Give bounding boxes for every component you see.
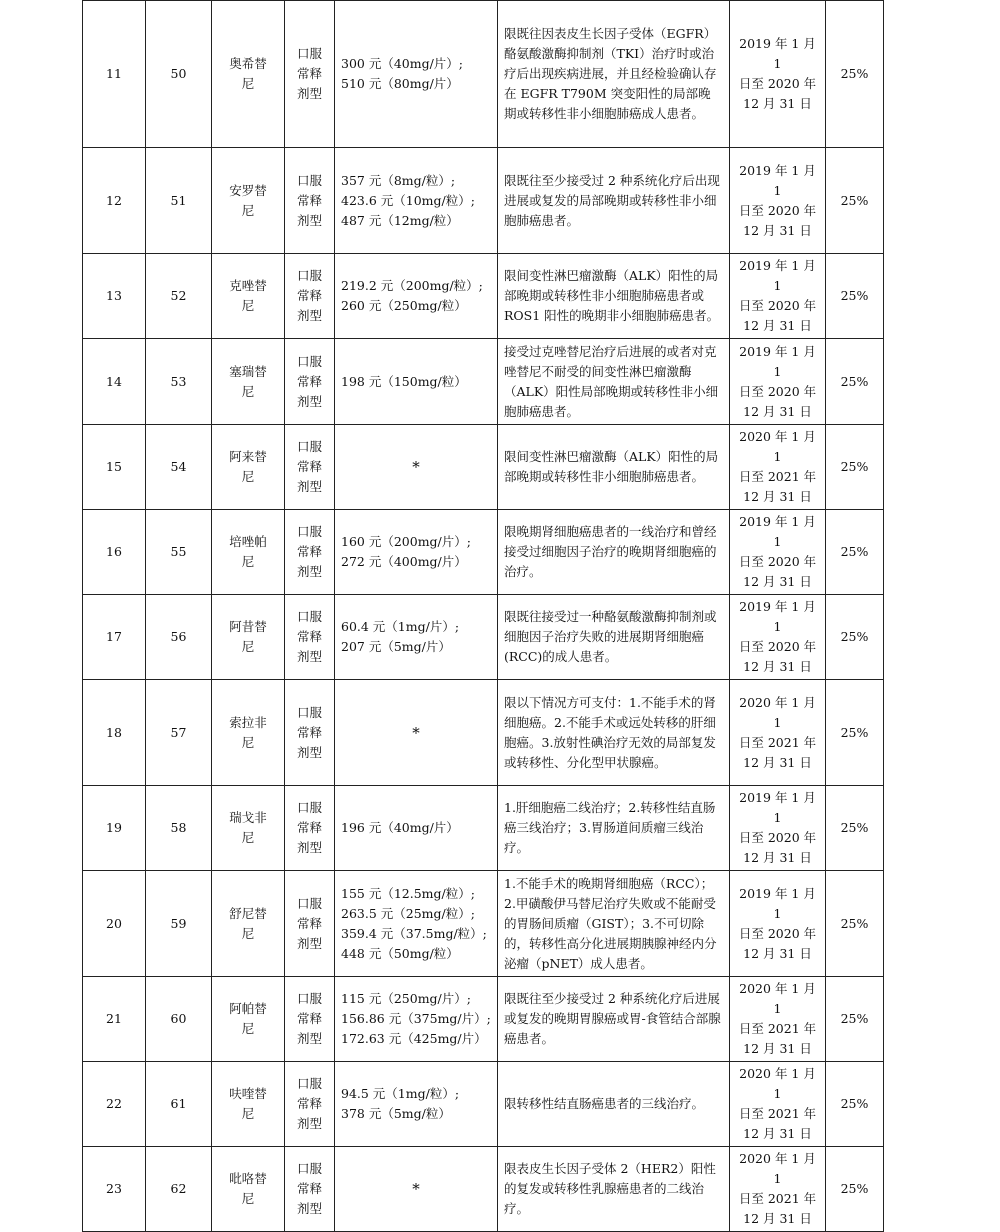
drug-name-cell: 阿昔替 尼 <box>212 595 285 680</box>
dosage-form-cell: 口服 常释 剂型 <box>285 977 335 1062</box>
price-cell: 155 元（12.5mg/粒）; 263.5 元（25mg/粒）; 359.4 元（37.5mg/粒）; 448 元（50mg/粒） <box>335 871 498 977</box>
drug-code-cell: 53 <box>146 339 212 425</box>
drug-name-cell: 奥希替 尼 <box>212 1 285 148</box>
table-row <box>83 148 884 254</box>
self-pay-rate-cell: 25% <box>826 510 884 595</box>
table-row <box>83 1 884 148</box>
table-row <box>83 680 884 786</box>
drug-name-cell: 瑞戈非 尼 <box>212 786 285 871</box>
drug-code-cell: 54 <box>146 425 212 510</box>
agreement-period-cell: 2019 年 1 月 1 日至 2020 年 12 月 31 日 <box>730 339 826 425</box>
drug-name-cell: 塞瑞替 尼 <box>212 339 285 425</box>
agreement-period-cell: 2020 年 1 月 1 日至 2021 年 12 月 31 日 <box>730 977 826 1062</box>
table-row <box>83 425 884 510</box>
dosage-form-cell: 口服 常释 剂型 <box>285 510 335 595</box>
dosage-form-cell: 口服 常释 剂型 <box>285 595 335 680</box>
agreement-period-cell: 2019 年 1 月 1 日至 2020 年 12 月 31 日 <box>730 871 826 977</box>
self-pay-rate-cell: 25% <box>826 339 884 425</box>
row-number-cell: 22 <box>83 1062 146 1147</box>
price-cell: 160 元（200mg/片）; 272 元（400mg/片） <box>335 510 498 595</box>
drug-name-cell: 阿帕替 尼 <box>212 977 285 1062</box>
agreement-period-cell: 2019 年 1 月 1 日至 2020 年 12 月 31 日 <box>730 786 826 871</box>
drug-code-cell: 57 <box>146 680 212 786</box>
payment-condition-cell: 限既往至少接受过 2 种系统化疗后出现进展或复发的局部晚期或转移性非小细胞肺癌患者。 <box>498 148 730 254</box>
self-pay-rate-cell: 25% <box>826 977 884 1062</box>
table-row <box>83 1062 884 1147</box>
agreement-period-cell: 2019 年 1 月 1 日至 2020 年 12 月 31 日 <box>730 1 826 148</box>
row-number-cell: 11 <box>83 1 146 148</box>
row-number-cell: 13 <box>83 254 146 339</box>
table-row <box>83 977 884 1062</box>
drug-code-cell: 55 <box>146 510 212 595</box>
drug-name-cell: 阿来替 尼 <box>212 425 285 510</box>
self-pay-rate-cell: 25% <box>826 680 884 786</box>
agreement-period-cell: 2019 年 1 月 1 日至 2020 年 12 月 31 日 <box>730 148 826 254</box>
self-pay-rate-cell: 25% <box>826 425 884 510</box>
payment-condition-cell: 1.不能手术的晚期肾细胞癌（RCC）；2.甲磺酸伊马替尼治疗失败或不能耐受的胃肠间质瘤（GIST）；3.不可切除的，转移性高分化进展期胰腺神经内分泌瘤（pNET）成人患者。 <box>498 871 730 977</box>
self-pay-rate-cell: 25% <box>826 786 884 871</box>
dosage-form-cell: 口服 常释 剂型 <box>285 680 335 786</box>
price-cell: * <box>335 1147 498 1232</box>
drug-name-cell: 安罗替 尼 <box>212 148 285 254</box>
table-row <box>83 595 884 680</box>
payment-condition-cell: 限表皮生长因子受体 2（HER2）阳性的复发或转移性乳腺癌患者的二线治疗。 <box>498 1147 730 1232</box>
agreement-period-cell: 2020 年 1 月 1 日至 2021 年 12 月 31 日 <box>730 425 826 510</box>
agreement-period-cell: 2020 年 1 月 1 日至 2021 年 12 月 31 日 <box>730 1147 826 1232</box>
self-pay-rate-cell: 25% <box>826 1 884 148</box>
dosage-form-cell: 口服 常释 剂型 <box>285 786 335 871</box>
table-row <box>83 510 884 595</box>
row-number-cell: 16 <box>83 510 146 595</box>
price-cell: * <box>335 680 498 786</box>
row-number-cell: 18 <box>83 680 146 786</box>
row-number-cell: 23 <box>83 1147 146 1232</box>
price-cell: 115 元（250mg/片）; 156.86 元（375mg/片）; 172.63 元（425mg/片） <box>335 977 498 1062</box>
payment-condition-cell: 限既往至少接受过 2 种系统化疗后进展或复发的晚期胃腺癌或胃-食管结合部腺癌患者。 <box>498 977 730 1062</box>
table-row <box>83 339 884 425</box>
self-pay-rate-cell: 25% <box>826 595 884 680</box>
table-row <box>83 254 884 339</box>
drug-code-cell: 58 <box>146 786 212 871</box>
payment-condition-cell: 限晚期肾细胞癌患者的一线治疗和曾经接受过细胞因子治疗的晚期肾细胞癌的治疗。 <box>498 510 730 595</box>
price-cell: 94.5 元（1mg/粒）; 378 元（5mg/粒） <box>335 1062 498 1147</box>
drug-reimbursement-table <box>82 0 884 1232</box>
price-cell: 300 元（40mg/片）; 510 元（80mg/片） <box>335 1 498 148</box>
dosage-form-cell: 口服 常释 剂型 <box>285 1147 335 1232</box>
drug-code-cell: 52 <box>146 254 212 339</box>
table-row <box>83 1147 884 1232</box>
table-body <box>83 1 884 1232</box>
row-number-cell: 21 <box>83 977 146 1062</box>
price-cell: * <box>335 425 498 510</box>
drug-name-cell: 培唑帕 尼 <box>212 510 285 595</box>
row-number-cell: 14 <box>83 339 146 425</box>
payment-condition-cell: 限既往因表皮生长因子受体（EGFR）酪氨酸激酶抑制剂（TKI）治疗时或治疗后出现疾病进展，并且经检验确认存在 EGFR T790M 突变阳性的局部晚期或转移性非小细胞肺癌成人患者。 <box>498 1 730 148</box>
price-cell: 196 元（40mg/片） <box>335 786 498 871</box>
drug-code-cell: 59 <box>146 871 212 977</box>
row-number-cell: 20 <box>83 871 146 977</box>
table-row <box>83 871 884 977</box>
drug-name-cell: 舒尼替 尼 <box>212 871 285 977</box>
drug-code-cell: 62 <box>146 1147 212 1232</box>
agreement-period-cell: 2019 年 1 月 1 日至 2020 年 12 月 31 日 <box>730 510 826 595</box>
self-pay-rate-cell: 25% <box>826 1062 884 1147</box>
drug-name-cell: 克唑替 尼 <box>212 254 285 339</box>
drug-name-cell: 吡咯替 尼 <box>212 1147 285 1232</box>
payment-condition-cell: 限以下情况方可支付：1.不能手术的肾细胞癌。2.不能手术或远处转移的肝细胞癌。3.放射性碘治疗无效的局部复发或转移性、分化型甲状腺癌。 <box>498 680 730 786</box>
drug-code-cell: 61 <box>146 1062 212 1147</box>
row-number-cell: 17 <box>83 595 146 680</box>
dosage-form-cell: 口服 常释 剂型 <box>285 871 335 977</box>
row-number-cell: 12 <box>83 148 146 254</box>
payment-condition-cell: 限既往接受过一种酪氨酸激酶抑制剂或细胞因子治疗失败的进展期肾细胞癌(RCC)的成人患者。 <box>498 595 730 680</box>
price-cell: 219.2 元（200mg/粒）; 260 元（250mg/粒） <box>335 254 498 339</box>
drug-code-cell: 50 <box>146 1 212 148</box>
dosage-form-cell: 口服 常释 剂型 <box>285 1 335 148</box>
payment-condition-cell: 1.肝细胞癌二线治疗；2.转移性结直肠癌三线治疗；3.胃肠道间质瘤三线治疗。 <box>498 786 730 871</box>
drug-code-cell: 60 <box>146 977 212 1062</box>
payment-condition-cell: 限间变性淋巴瘤激酶（ALK）阳性的局部晚期或转移性非小细胞肺癌患者。 <box>498 425 730 510</box>
payment-condition-cell: 接受过克唑替尼治疗后进展的或者对克唑替尼不耐受的间变性淋巴瘤激酶（ALK）阳性局部晚期或转移性非小细胞肺癌患者。 <box>498 339 730 425</box>
dosage-form-cell: 口服 常释 剂型 <box>285 1062 335 1147</box>
drug-name-cell: 索拉非 尼 <box>212 680 285 786</box>
table-row <box>83 786 884 871</box>
self-pay-rate-cell: 25% <box>826 871 884 977</box>
agreement-period-cell: 2020 年 1 月 1 日至 2021 年 12 月 31 日 <box>730 1062 826 1147</box>
drug-code-cell: 51 <box>146 148 212 254</box>
price-cell: 198 元（150mg/粒） <box>335 339 498 425</box>
self-pay-rate-cell: 25% <box>826 254 884 339</box>
agreement-period-cell: 2019 年 1 月 1 日至 2020 年 12 月 31 日 <box>730 595 826 680</box>
agreement-period-cell: 2020 年 1 月 1 日至 2021 年 12 月 31 日 <box>730 680 826 786</box>
row-number-cell: 19 <box>83 786 146 871</box>
drug-code-cell: 56 <box>146 595 212 680</box>
self-pay-rate-cell: 25% <box>826 148 884 254</box>
payment-condition-cell: 限间变性淋巴瘤激酶（ALK）阳性的局部晚期或转移性非小细胞肺癌患者或 ROS1 阳性的晚期非小细胞肺癌患者。 <box>498 254 730 339</box>
dosage-form-cell: 口服 常释 剂型 <box>285 148 335 254</box>
row-number-cell: 15 <box>83 425 146 510</box>
price-cell: 60.4 元（1mg/片）; 207 元（5mg/片） <box>335 595 498 680</box>
price-cell: 357 元（8mg/粒）; 423.6 元（10mg/粒）; 487 元（12mg/粒） <box>335 148 498 254</box>
dosage-form-cell: 口服 常释 剂型 <box>285 339 335 425</box>
dosage-form-cell: 口服 常释 剂型 <box>285 254 335 339</box>
drug-name-cell: 呋喹替 尼 <box>212 1062 285 1147</box>
dosage-form-cell: 口服 常释 剂型 <box>285 425 335 510</box>
self-pay-rate-cell: 25% <box>826 1147 884 1232</box>
payment-condition-cell: 限转移性结直肠癌患者的三线治疗。 <box>498 1062 730 1147</box>
agreement-period-cell: 2019 年 1 月 1 日至 2020 年 12 月 31 日 <box>730 254 826 339</box>
